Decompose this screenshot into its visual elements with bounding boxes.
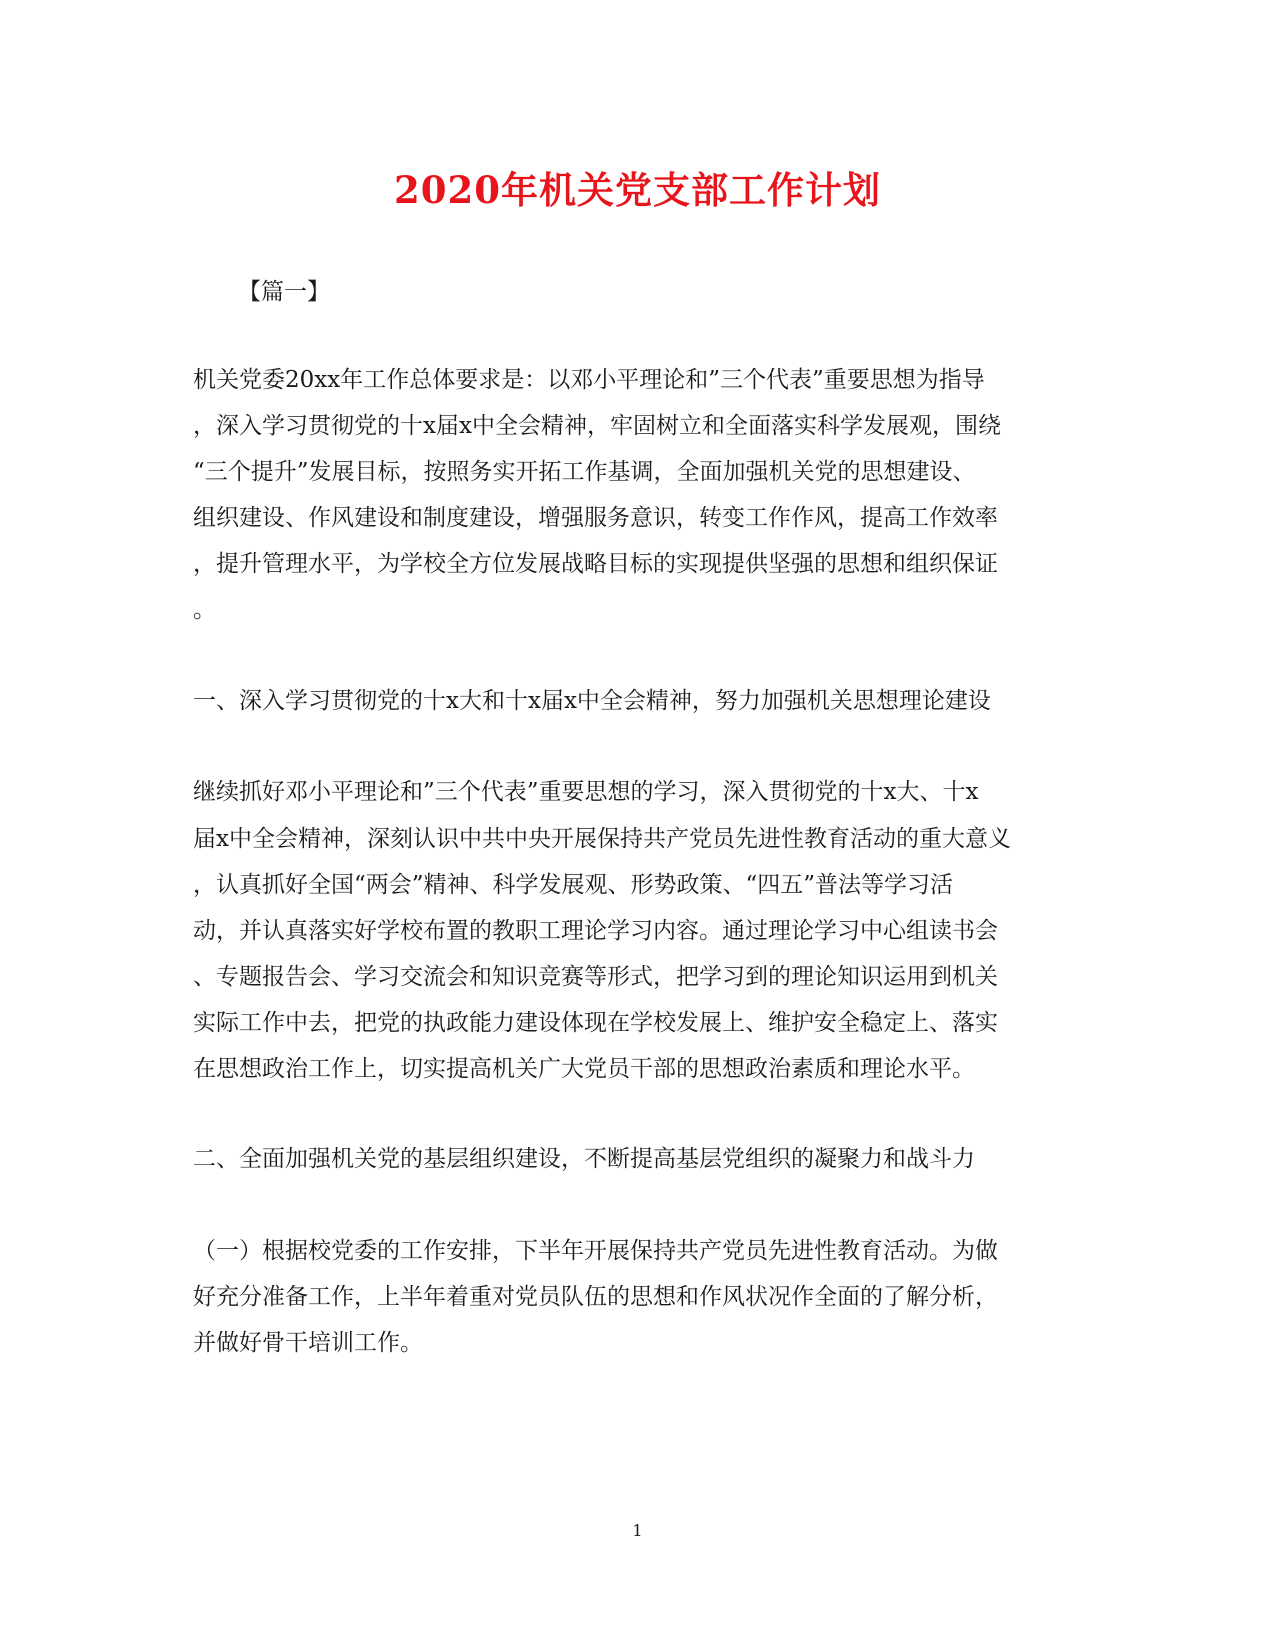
paragraph-1-line: 实际工作中去，把党的执政能力建设体现在学校发展上、维护安全稳定上、落实 xyxy=(193,1010,998,1036)
intro-line: “三个提升”发展目标，按照务实开拓工作基调，全面加强机关党的思想建设、 xyxy=(193,459,976,485)
paragraph-1-line: 动，并认真落实好学校布置的教职工理论学习内容。通过理论学习中心组读书会 xyxy=(193,918,998,944)
paragraph-1-line: 继续抓好邓小平理论和”三个代表”重要思想的学习，深入贯彻党的十x大、十x xyxy=(193,779,979,805)
paragraph-1-line: 届x中全会精神，深刻认识中共中央开展保持共产党员先进性教育活动的重大意义 xyxy=(193,826,1011,852)
paragraph-2-line: 并做好骨干培训工作。 xyxy=(193,1330,423,1356)
paragraph-1-line: 、专题报告会、学习交流会和知识竞赛等形式，把学习到的理论知识运用到机关 xyxy=(193,964,998,990)
intro-line: 。 xyxy=(193,597,216,623)
paragraph-2-line: （一）根据校党委的工作安排，下半年开展保持共产党员先进性教育活动。为做 xyxy=(193,1238,998,1264)
intro-line: 机关党委20xx年工作总体要求是：以邓小平理论和”三个代表”重要思想为指导 xyxy=(193,367,985,393)
section-tag: 【篇一】 xyxy=(238,279,330,305)
paragraph-1-line: 在思想政治工作上，切实提高机关广大党员干部的思想政治素质和理论水平。 xyxy=(193,1056,975,1082)
section-heading-1: 一、深入学习贯彻党的十x大和十x届x中全会精神，努力加强机关思想理论建设 xyxy=(193,688,991,714)
paragraph-2-line: 好充分准备工作，上半年着重对党员队伍的思想和作风状况作全面的了解分析， xyxy=(193,1284,998,1310)
paragraph-1-line: ，认真抓好全国“两会”精神、科学发展观、形势政策、“四五”普法等学习活 xyxy=(193,872,954,898)
page-number: 1 xyxy=(632,1521,643,1540)
intro-line: 组织建设、作风建设和制度建设，增强服务意识，转变工作作风，提高工作效率 xyxy=(193,505,998,531)
intro-line: ，提升管理水平，为学校全方位发展战略目标的实现提供坚强的思想和组织保证 xyxy=(193,551,998,577)
intro-line: ，深入学习贯彻党的十x届x中全会精神，牢固树立和全面落实科学发展观，围绕 xyxy=(193,413,1001,439)
page-title: 2020年机关党支部工作计划 xyxy=(394,168,881,212)
section-heading-2: 二、全面加强机关党的基层组织建设，不断提高基层党组织的凝聚力和战斗力 xyxy=(193,1146,975,1172)
